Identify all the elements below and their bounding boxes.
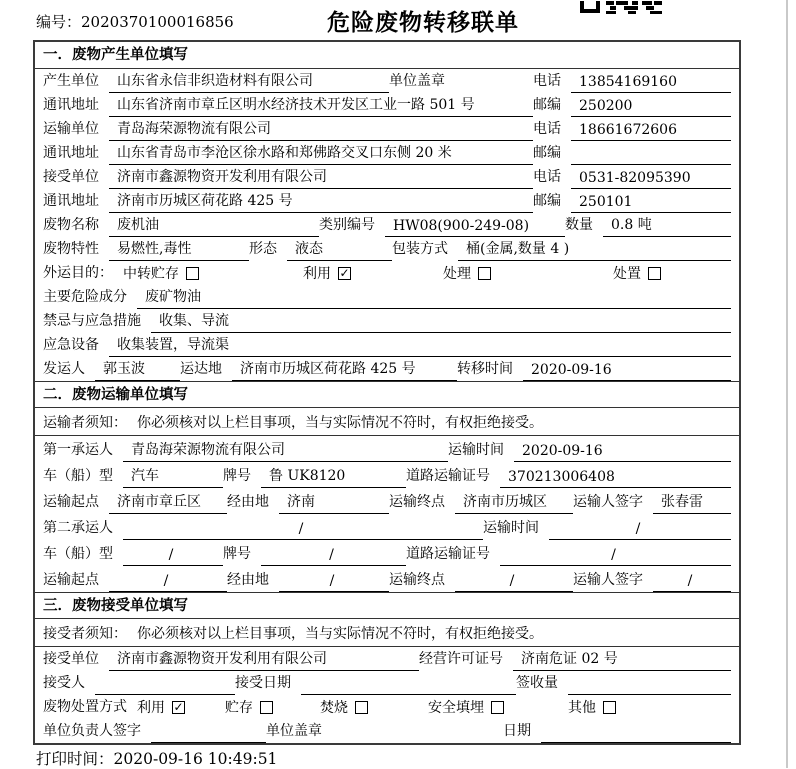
print-time-line <box>36 747 277 769</box>
checkbox-unchecked-icon <box>478 267 491 280</box>
field-label: 通讯地址 <box>43 193 99 209</box>
section-waste-transporter <box>35 381 739 592</box>
checkbox-unchecked-icon <box>260 701 273 714</box>
checkbox-option <box>568 697 616 719</box>
serial-number-label: 编号： <box>36 13 82 31</box>
field-label: 牌号 <box>223 468 251 484</box>
field-value: 易燃性,毒性 <box>109 238 249 261</box>
section-waste-producer <box>35 42 739 381</box>
field-label: 第二承运人 <box>43 520 113 536</box>
serial-number-value: 2020370100016856 <box>81 13 234 31</box>
field-label: 接受日期 <box>235 675 291 691</box>
field-value: 鲁 UK8120 <box>261 465 406 488</box>
field-label: 转移时间 <box>457 361 513 377</box>
field-value: 0.8 吨 <box>603 214 731 237</box>
field-label: 运输起点 <box>43 494 99 510</box>
form-row <box>35 671 739 695</box>
checkbox-unchecked-icon <box>186 267 199 280</box>
field-label: 日期 <box>503 723 531 739</box>
field-label: 接受单位 <box>43 169 99 185</box>
field-value: 0531-82095390 <box>571 170 731 189</box>
field-label: 单位负责人签字 <box>43 723 141 739</box>
field-label: 废物特性 <box>43 241 99 257</box>
checkbox-checked-icon: ✓ <box>173 699 184 714</box>
form-row <box>35 237 739 261</box>
field-label: 经营许可证号 <box>419 651 503 667</box>
field-value: 济南市历城区荷花路 425 号 <box>109 190 533 213</box>
field-label: 主要危险成分 <box>43 289 127 305</box>
checkbox-option <box>225 697 320 719</box>
field-value: 青岛海荣源物流有限公司 <box>123 439 448 462</box>
field-value: 废机油 <box>109 214 319 237</box>
field-value: 液态 <box>287 238 392 261</box>
field-value: 济南 <box>279 491 389 514</box>
form-row <box>35 462 739 488</box>
field-value: 济南市章丘区 <box>109 491 227 514</box>
field-label: 车（船）型 <box>43 468 113 484</box>
field-value: 2020-09-16 <box>514 443 731 462</box>
field-value: / <box>279 573 389 592</box>
field-value: 郭玉波 <box>95 358 180 381</box>
field-value: 13854169160 <box>571 74 731 93</box>
field-label: 形态 <box>249 241 277 257</box>
field-label: 牌号 <box>223 546 251 562</box>
field-value <box>301 692 516 695</box>
page-title: 危险废物转移联单 <box>327 10 519 36</box>
field-value <box>571 162 731 165</box>
form-row <box>35 566 739 592</box>
field-value: / <box>109 573 227 592</box>
static-text: 你必须核对以上栏目事项，当与实际情况不符时，有权拒绝接受。 <box>137 415 543 431</box>
static-text: 单位盖章 <box>266 723 322 739</box>
form-row <box>35 141 739 165</box>
form-row <box>35 436 739 462</box>
field-label: 产生单位 <box>43 73 99 89</box>
static-text: 你必须核对以上栏目事项，当与实际情况不符时，有权拒绝接受。 <box>137 626 543 642</box>
checkbox-label: 利用 <box>137 700 165 716</box>
form-row <box>35 695 739 719</box>
checkbox-option <box>320 697 428 719</box>
field-value: 汽车 <box>123 465 223 488</box>
field-label: 运达地 <box>180 361 222 377</box>
checkbox-option <box>303 263 443 285</box>
print-time-value: 2020-09-16 10:49:51 <box>113 750 278 768</box>
field-label: 运输终点 <box>389 572 445 588</box>
qr-code-fragment <box>580 0 662 19</box>
field-label: 运输者须知： <box>43 415 127 431</box>
checkbox-label: 安全填埋 <box>428 700 484 716</box>
form-row <box>35 309 739 333</box>
checkbox-unchecked-icon <box>603 701 616 714</box>
field-value: / <box>123 547 223 566</box>
checkbox-option <box>443 263 613 285</box>
field-label: 邮编 <box>533 145 561 161</box>
field-label: 包装方式 <box>392 241 448 257</box>
section-title: 三．废物接受单位填写 <box>35 592 739 619</box>
field-value: 济南市鑫源物资开发利用有限公司 <box>109 648 419 671</box>
field-label: 电话 <box>533 121 561 137</box>
form-row <box>35 647 739 671</box>
field-value: 收集、导流 <box>151 310 731 333</box>
page-right-edge <box>786 0 788 768</box>
field-label: 数量 <box>565 217 593 233</box>
checkbox-unchecked-icon <box>648 267 661 280</box>
field-label: 通讯地址 <box>43 145 99 161</box>
field-label: 运输人签字 <box>573 572 643 588</box>
checkbox-unchecked-icon <box>491 701 504 714</box>
notice-row <box>35 408 739 436</box>
field-value: / <box>653 573 731 592</box>
field-value <box>151 740 266 743</box>
form-row <box>35 719 739 743</box>
form-row <box>35 117 739 141</box>
field-label: 第一承运人 <box>43 442 113 458</box>
form-row <box>35 514 739 540</box>
checkbox-checked-icon: ✓ <box>339 265 350 280</box>
field-value: / <box>549 521 731 540</box>
form-row <box>35 333 739 357</box>
field-value: / <box>500 547 731 566</box>
field-label: 类别编号 <box>319 217 375 233</box>
qr-code-icon <box>580 1 662 15</box>
field-value: 济南市历城区荷花路 425 号 <box>232 358 457 381</box>
field-label: 道路运输证号 <box>406 546 490 562</box>
field-label: 运输终点 <box>389 494 445 510</box>
field-value: 济南危证 02 号 <box>513 648 731 671</box>
field-label: 禁忌与应急措施 <box>43 313 141 329</box>
field-label: 接受单位 <box>43 651 99 667</box>
print-time-label: 打印时间： <box>36 750 114 768</box>
checkbox-label: 焚烧 <box>320 700 348 716</box>
field-value: 18661672606 <box>571 122 731 141</box>
form-row <box>35 69 739 93</box>
form-row <box>35 285 739 309</box>
form-row <box>35 488 739 514</box>
checkbox-label: 其他 <box>568 700 596 716</box>
field-label: 经由地 <box>227 494 269 510</box>
field-label: 运输人签字 <box>573 494 643 510</box>
notice-row <box>35 619 739 647</box>
field-label: 废物处置方式 <box>43 699 127 715</box>
field-value: / <box>455 573 573 592</box>
checkbox-option <box>428 697 568 719</box>
form-row <box>35 261 739 285</box>
field-value: 250101 <box>571 194 731 213</box>
field-label: 邮编 <box>533 97 561 113</box>
field-label: 电话 <box>533 169 561 185</box>
form-row <box>35 357 739 381</box>
field-value <box>95 692 235 695</box>
field-label: 接受者须知： <box>43 626 127 642</box>
field-value: 收集装置，导流渠 <box>109 334 731 357</box>
field-label: 接受人 <box>43 675 85 691</box>
section-title: 二．废物运输单位填写 <box>35 381 739 408</box>
transfer-form <box>33 40 741 745</box>
field-value <box>568 692 731 695</box>
field-value: 山东省永信非织造材料有限公司 <box>109 70 389 93</box>
checkbox-label: 处置 <box>613 266 641 282</box>
checkbox-option <box>137 697 225 719</box>
field-label: 运输时间 <box>483 520 539 536</box>
section-waste-receiver <box>35 592 739 743</box>
field-label: 通讯地址 <box>43 97 99 113</box>
field-label: 运输起点 <box>43 572 99 588</box>
field-label: 运输时间 <box>448 442 504 458</box>
form-row <box>35 93 739 117</box>
field-value: 370213006408 <box>500 469 731 488</box>
field-value: 250200 <box>571 98 731 117</box>
field-value: 桶(金属,数量 4 ) <box>458 238 731 261</box>
field-value: / <box>123 521 483 540</box>
field-label: 道路运输证号 <box>406 468 490 484</box>
form-row <box>35 189 739 213</box>
field-label: 应急设备 <box>43 337 99 353</box>
field-label: 经由地 <box>227 572 269 588</box>
field-value: 2020-09-16 <box>523 362 731 381</box>
field-label: 运输单位 <box>43 121 99 137</box>
document-header <box>0 0 796 40</box>
checkbox-label: 利用 <box>303 266 331 282</box>
field-value <box>541 740 731 743</box>
field-value: 济南市鑫源物资开发利用有限公司 <box>109 166 533 189</box>
field-value: 废矿物油 <box>137 286 731 309</box>
field-value: 青岛海荣源物流有限公司 <box>109 118 533 141</box>
field-label: 外运目的： <box>43 265 113 281</box>
field-value: 山东省济南市章丘区明水经济技术开发区工业一路 501 号 <box>109 94 533 117</box>
field-label: 签收量 <box>516 675 558 691</box>
form-row <box>35 540 739 566</box>
checkbox-option <box>613 263 661 285</box>
field-label: 电话 <box>533 73 561 89</box>
static-text: 单位盖章 <box>389 73 445 89</box>
checkbox-label: 贮存 <box>225 700 253 716</box>
field-label: 废物名称 <box>43 217 99 233</box>
form-row <box>35 165 739 189</box>
form-row <box>35 213 739 237</box>
field-label: 邮编 <box>533 193 561 209</box>
field-label: 车（船）型 <box>43 546 113 562</box>
checkbox-option <box>123 263 303 285</box>
field-label: 发运人 <box>43 361 85 377</box>
field-value: 张春雷 <box>653 491 731 514</box>
checkbox-label: 中转贮存 <box>123 266 179 282</box>
section-title: 一．废物产生单位填写 <box>35 42 739 69</box>
field-value: / <box>261 547 406 566</box>
checkbox-label: 处理 <box>443 266 471 282</box>
field-value: 济南市历城区 <box>455 491 573 514</box>
checkbox-unchecked-icon <box>355 701 368 714</box>
field-value: HW08(900-249-08) <box>385 218 565 237</box>
field-value: 山东省青岛市李沧区徐水路和郑佛路交叉口东侧 20 米 <box>109 142 533 165</box>
